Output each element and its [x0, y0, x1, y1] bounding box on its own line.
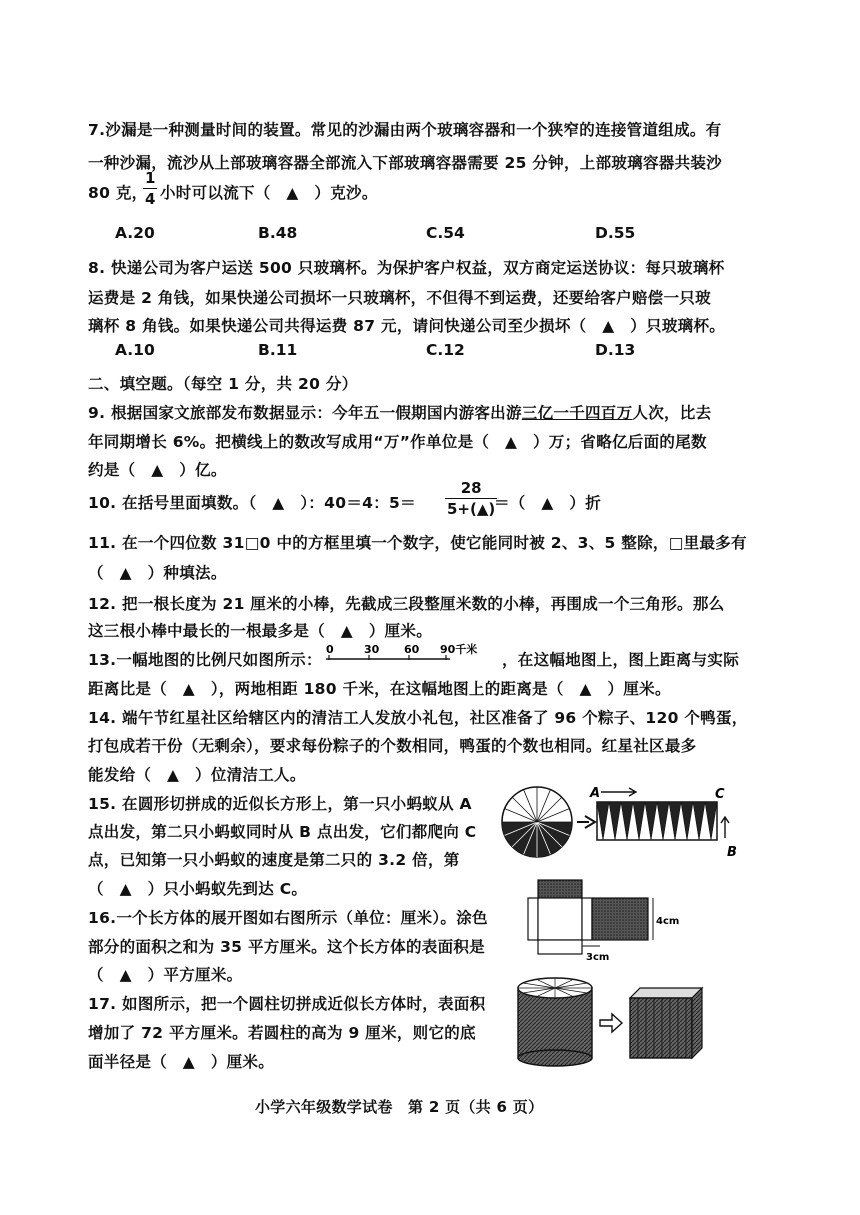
q12-line2: 这三根小棒中最长的一根最多是（ ▲ ）厘米。 [88, 622, 433, 640]
q14-line1: 14. 端午节红星社区给辖区内的清洁工人发放小礼包，社区准备了 96 个粽子、120 个鸭蛋， [88, 709, 748, 727]
q16-line3: （ ▲ ）平方厘米。 [88, 966, 243, 984]
q11-line2: （ ▲ ）种填法。 [88, 564, 227, 582]
q11-line1: 11. 在一个四位数 31□0 中的方框里填一个数字，使它能同时被 2、3、5 整除，□里最多有 [88, 534, 747, 552]
q7-line3-post: 小时可以流下（ ▲ ）克沙。 [160, 184, 378, 202]
approx-cuboid [630, 988, 702, 1058]
q7-option-b: B.48 [258, 224, 298, 242]
net-front-face [538, 898, 582, 940]
net-top-face [538, 880, 582, 898]
scale-tick-60: 60 [404, 643, 420, 656]
label-a: A [590, 786, 601, 801]
q7-option-d: D.55 [595, 224, 636, 242]
q15-line4: （ ▲ ）只小蚂蚁先到达 C。 [88, 880, 308, 898]
q14-line3: 能发给（ ▲ ）位清洁工人。 [88, 766, 306, 784]
section-heading: 二、填空题。（每空 1 分，共 20 分） [88, 375, 358, 393]
q16-line2: 部分的面积之和为 35 平方厘米。这个长方体的表面积是 [88, 938, 485, 956]
q7-line3-pre: 80 克， [88, 184, 148, 202]
q15-line1: 15. 在圆形切拼成的近似长方形上，第一只小蚂蚁从 A [88, 795, 472, 813]
scale-tick-30: 30 [364, 643, 380, 656]
q15-line3: 点，已知第一只小蚂蚁的速度是第二只的 3.2 倍，第 [88, 851, 460, 869]
q9-line1-pre: 9. 根据国家文旅部发布数据显示：今年五一假期国内游客出游 [88, 404, 522, 422]
q9-line3: 约是（ ▲ ）亿。 [88, 461, 227, 479]
q17-line1: 17. 如图所示，把一个圆柱切拼成近似长方体时，表面积 [88, 995, 486, 1013]
label-c: C [715, 787, 725, 802]
q8-option-d: D.13 [595, 341, 636, 359]
q8-line2: 运费是 2 角钱，如果快递公司损坏一只玻璃杯，不但得不到运费，还要给客户赔偿一只玻 [88, 289, 711, 307]
cylinder-to-cuboid-diagram [512, 970, 712, 1070]
q17-line2: 增加了 72 平方厘米。若圆柱的高为 9 厘米，则它的底 [88, 1024, 476, 1042]
sliced-cylinder [518, 978, 592, 1066]
q9-line1 [88, 401, 711, 423]
scale-tick-0: 0 [326, 643, 334, 656]
q10-pre: 10. 在括号里面填数。（ ▲ ）：40＝4：5＝ [88, 494, 416, 512]
net-back-face [592, 898, 648, 940]
label-b: B [727, 845, 737, 860]
hollow-arrow-icon [600, 1014, 622, 1032]
sliced-circle [502, 787, 572, 857]
q15-line2: 点出发，第二只小蚂蚁同时从 B 点出发，它们都爬向 C [88, 823, 477, 841]
q17-line3: 面半径是（ ▲ ）厘米。 [88, 1053, 275, 1071]
q14-line2: 打包成若干份（无剩余），要求每份粽子的个数相同，鸭蛋的个数也相同。红星社区最多 [88, 737, 697, 755]
scale-bar [322, 640, 502, 666]
q8-line3: 璃杯 8 角钱。如果快递公司共得运费 87 元，请问快递公司至少损坏（ ▲ ）只玻璃杯。 [88, 317, 726, 335]
circle-to-rectangle-diagram [495, 780, 755, 860]
q13-line1-pre: 13.一幅地图的比例尺如图所示： [88, 651, 322, 669]
q8-option-a: A.10 [115, 341, 155, 359]
dim-label-width: 3cm [586, 952, 610, 963]
q7-option-a: A.20 [115, 224, 155, 242]
cuboid-net-diagram [520, 874, 720, 966]
q10-fraction-denominator: 5+(▲) [447, 500, 496, 518]
q7-fraction-denominator: 4 [145, 190, 156, 208]
q13-line1-post: ，在这幅地图上，图上距离与实际 [502, 651, 740, 669]
arrow-icon [577, 816, 595, 828]
net-right-face [582, 898, 592, 940]
q7-line1: 7.沙漏是一种测量时间的装置。常见的沙漏由两个玻璃容器和一个狭窄的连接管道组成。有 [88, 121, 722, 139]
q12-line1: 12. 把一根长度为 21 厘米的小棒，先截成三段整厘米数的小棒，再围成一个三角形。那么 [88, 595, 725, 613]
q7-option-c: C.54 [426, 224, 465, 242]
q7-fraction [143, 169, 157, 208]
page-footer: 小学六年级数学试卷 第 2 页（共 6 页） [255, 1098, 544, 1116]
q8-line1: 8. 快递公司为客户运送 500 只玻璃杯。为保护客户权益，双方商定运送协议：每只玻璃杯 [88, 259, 725, 277]
net-bottom-face [538, 940, 582, 954]
q7-fraction-numerator: 1 [145, 169, 156, 187]
q10-fraction-numerator: 28 [460, 479, 482, 497]
q13-line2: 距离比是（ ▲ ），两地相距 180 千米，在这幅地图上的距离是（ ▲ ）厘米。 [88, 680, 671, 698]
q10-fraction [445, 479, 497, 518]
scale-tick-90: 90千米 [440, 643, 478, 656]
ant-b-arrow-icon [721, 817, 729, 838]
q9-line1-post: 人次，比去 [632, 404, 712, 422]
q8-option-c: C.12 [426, 341, 465, 359]
q9-line2: 年同期增长 6%。把横线上的数改写成用“万”作单位是（ ▲ ）万；省略亿后面的尾数 [88, 433, 707, 451]
q8-option-b: B.11 [258, 341, 298, 359]
q7-line2: 一种沙漏，流沙从上部玻璃容器全部流入下部玻璃容器需要 25 分钟，上部玻璃容器共装沙 [88, 154, 722, 172]
dim-label-height: 4cm [656, 916, 680, 927]
q16-line1: 16.一个长方体的展开图如右图所示（单位：厘米）。涂色 [88, 909, 488, 927]
net-left-face [528, 898, 538, 940]
q10-post: ＝（ ▲ ）折 [494, 494, 602, 512]
ant-a-arrow-icon [601, 788, 636, 796]
q9-underlined-number: 三亿一千四百万 [521, 404, 633, 422]
